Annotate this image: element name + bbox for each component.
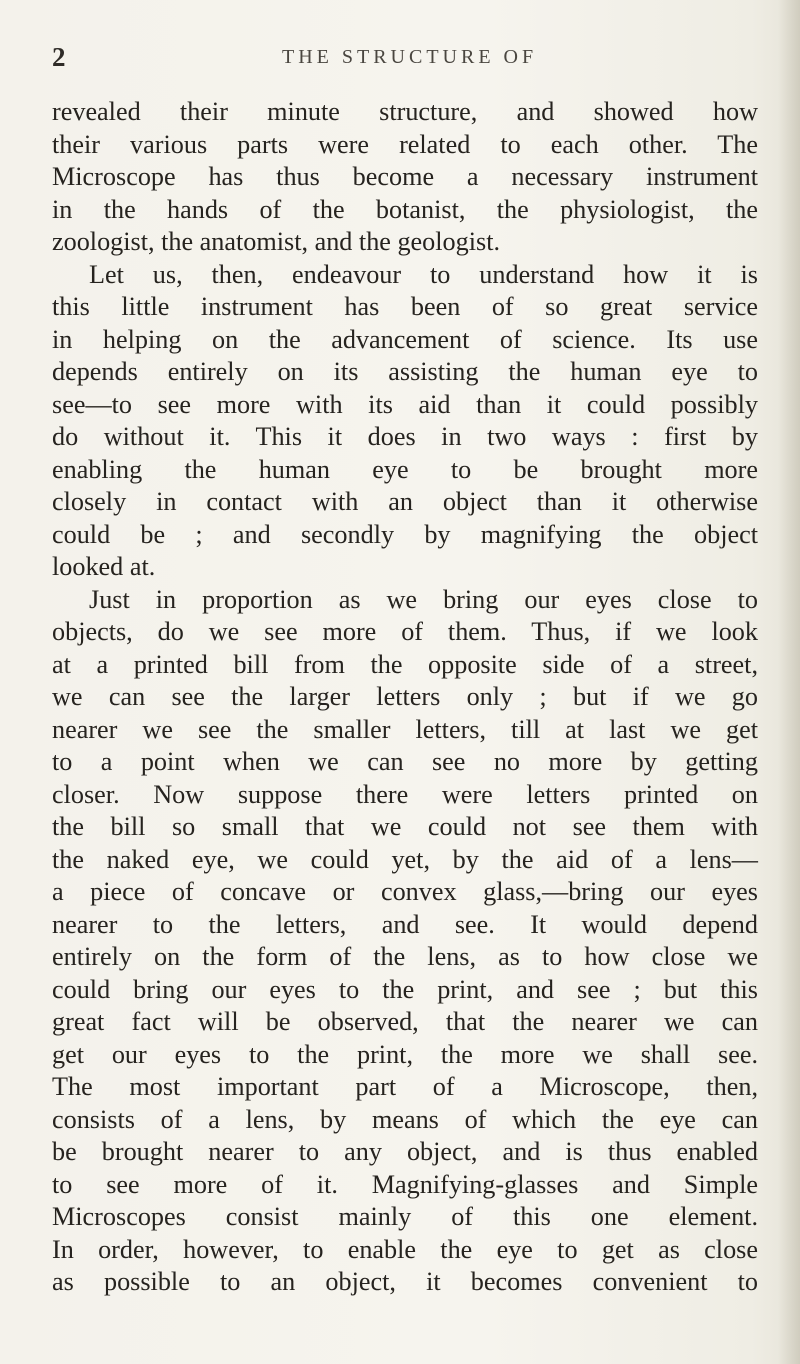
text-line: enabling the human eye to be brought more xyxy=(52,454,758,484)
text-line: looked at. xyxy=(52,552,156,581)
text-line: Microscopes consist mainly of this one element. xyxy=(52,1202,758,1231)
text-line: depends entirely on its assisting the human eye to xyxy=(52,357,758,386)
text-line: in the hands of the botanist, the physiologist, the xyxy=(52,194,758,224)
text-line: zoologist, the anatomist, and the geologist. xyxy=(52,227,501,256)
text-line: at a printed bill from the opposite side of a street, xyxy=(52,649,758,679)
text-line: The most important part of a Microscope, then, xyxy=(52,1072,758,1101)
text-line: this little instrument has been of so great service xyxy=(52,292,758,321)
text-line: Microscope has thus become a necessary instrument xyxy=(52,162,758,191)
text-line: to see more of it. Magnifying-glasses and Simple xyxy=(52,1169,758,1199)
text-line: Just in proportion as we bring our eyes close to xyxy=(89,584,758,614)
text-line: Let us, then, endeavour to understand how it is xyxy=(89,259,758,289)
text-line: nearer we see the smaller letters, till at last we get xyxy=(52,714,758,744)
text-line: closer. Now suppose there were letters printed on xyxy=(52,779,758,809)
text-line: in helping on the advancement of science. Its use xyxy=(52,324,758,354)
text-line: closely in contact with an object than it otherwise xyxy=(52,487,758,516)
running-head xyxy=(52,42,752,78)
text-line: great fact will be observed, that the nearer we can xyxy=(52,1007,758,1036)
text-line: do without it. This it does in two ways : first by xyxy=(52,422,758,451)
running-title: THE STRUCTURE OF xyxy=(282,46,538,68)
text-line: get our eyes to the print, the more we shall see. xyxy=(52,1039,758,1069)
text-line: the bill so small that we could not see them with xyxy=(52,812,758,841)
text-line: see—to see more with its aid than it could possibly xyxy=(52,389,758,419)
page-number: 2 xyxy=(52,42,67,72)
text-line: the naked eye, we could yet, by the aid of a lens— xyxy=(52,844,758,874)
text-line: In order, however, to enable the eye to get as close xyxy=(52,1234,758,1264)
text-line: could be ; and secondly by magnifying the object xyxy=(52,519,758,549)
text-line: objects, do we see more of them. Thus, if we look xyxy=(52,617,758,646)
text-line: could bring our eyes to the print, and see ; but this xyxy=(52,974,758,1004)
text-line: entirely on the form of the lens, as to how close we xyxy=(52,942,758,971)
text-line: to a point when we can see no more by getting xyxy=(52,747,758,776)
text-line: their various parts were related to each other. The xyxy=(52,129,758,159)
text-line: revealed their minute structure, and showed how xyxy=(52,97,758,126)
page-edge-shadow xyxy=(778,0,800,1364)
text-line: a piece of concave or convex glass,—bring our eyes xyxy=(52,877,758,906)
body-text xyxy=(52,96,758,1299)
text-line: we can see the larger letters only ; but if we go xyxy=(52,682,758,711)
text-line: as possible to an object, it becomes convenient to xyxy=(52,1267,758,1296)
text-line: consists of a lens, by means of which the eye can xyxy=(52,1104,758,1134)
text-line: nearer to the letters, and see. It would depend xyxy=(52,909,758,939)
text-line: be brought nearer to any object, and is thus enabled xyxy=(52,1137,758,1166)
